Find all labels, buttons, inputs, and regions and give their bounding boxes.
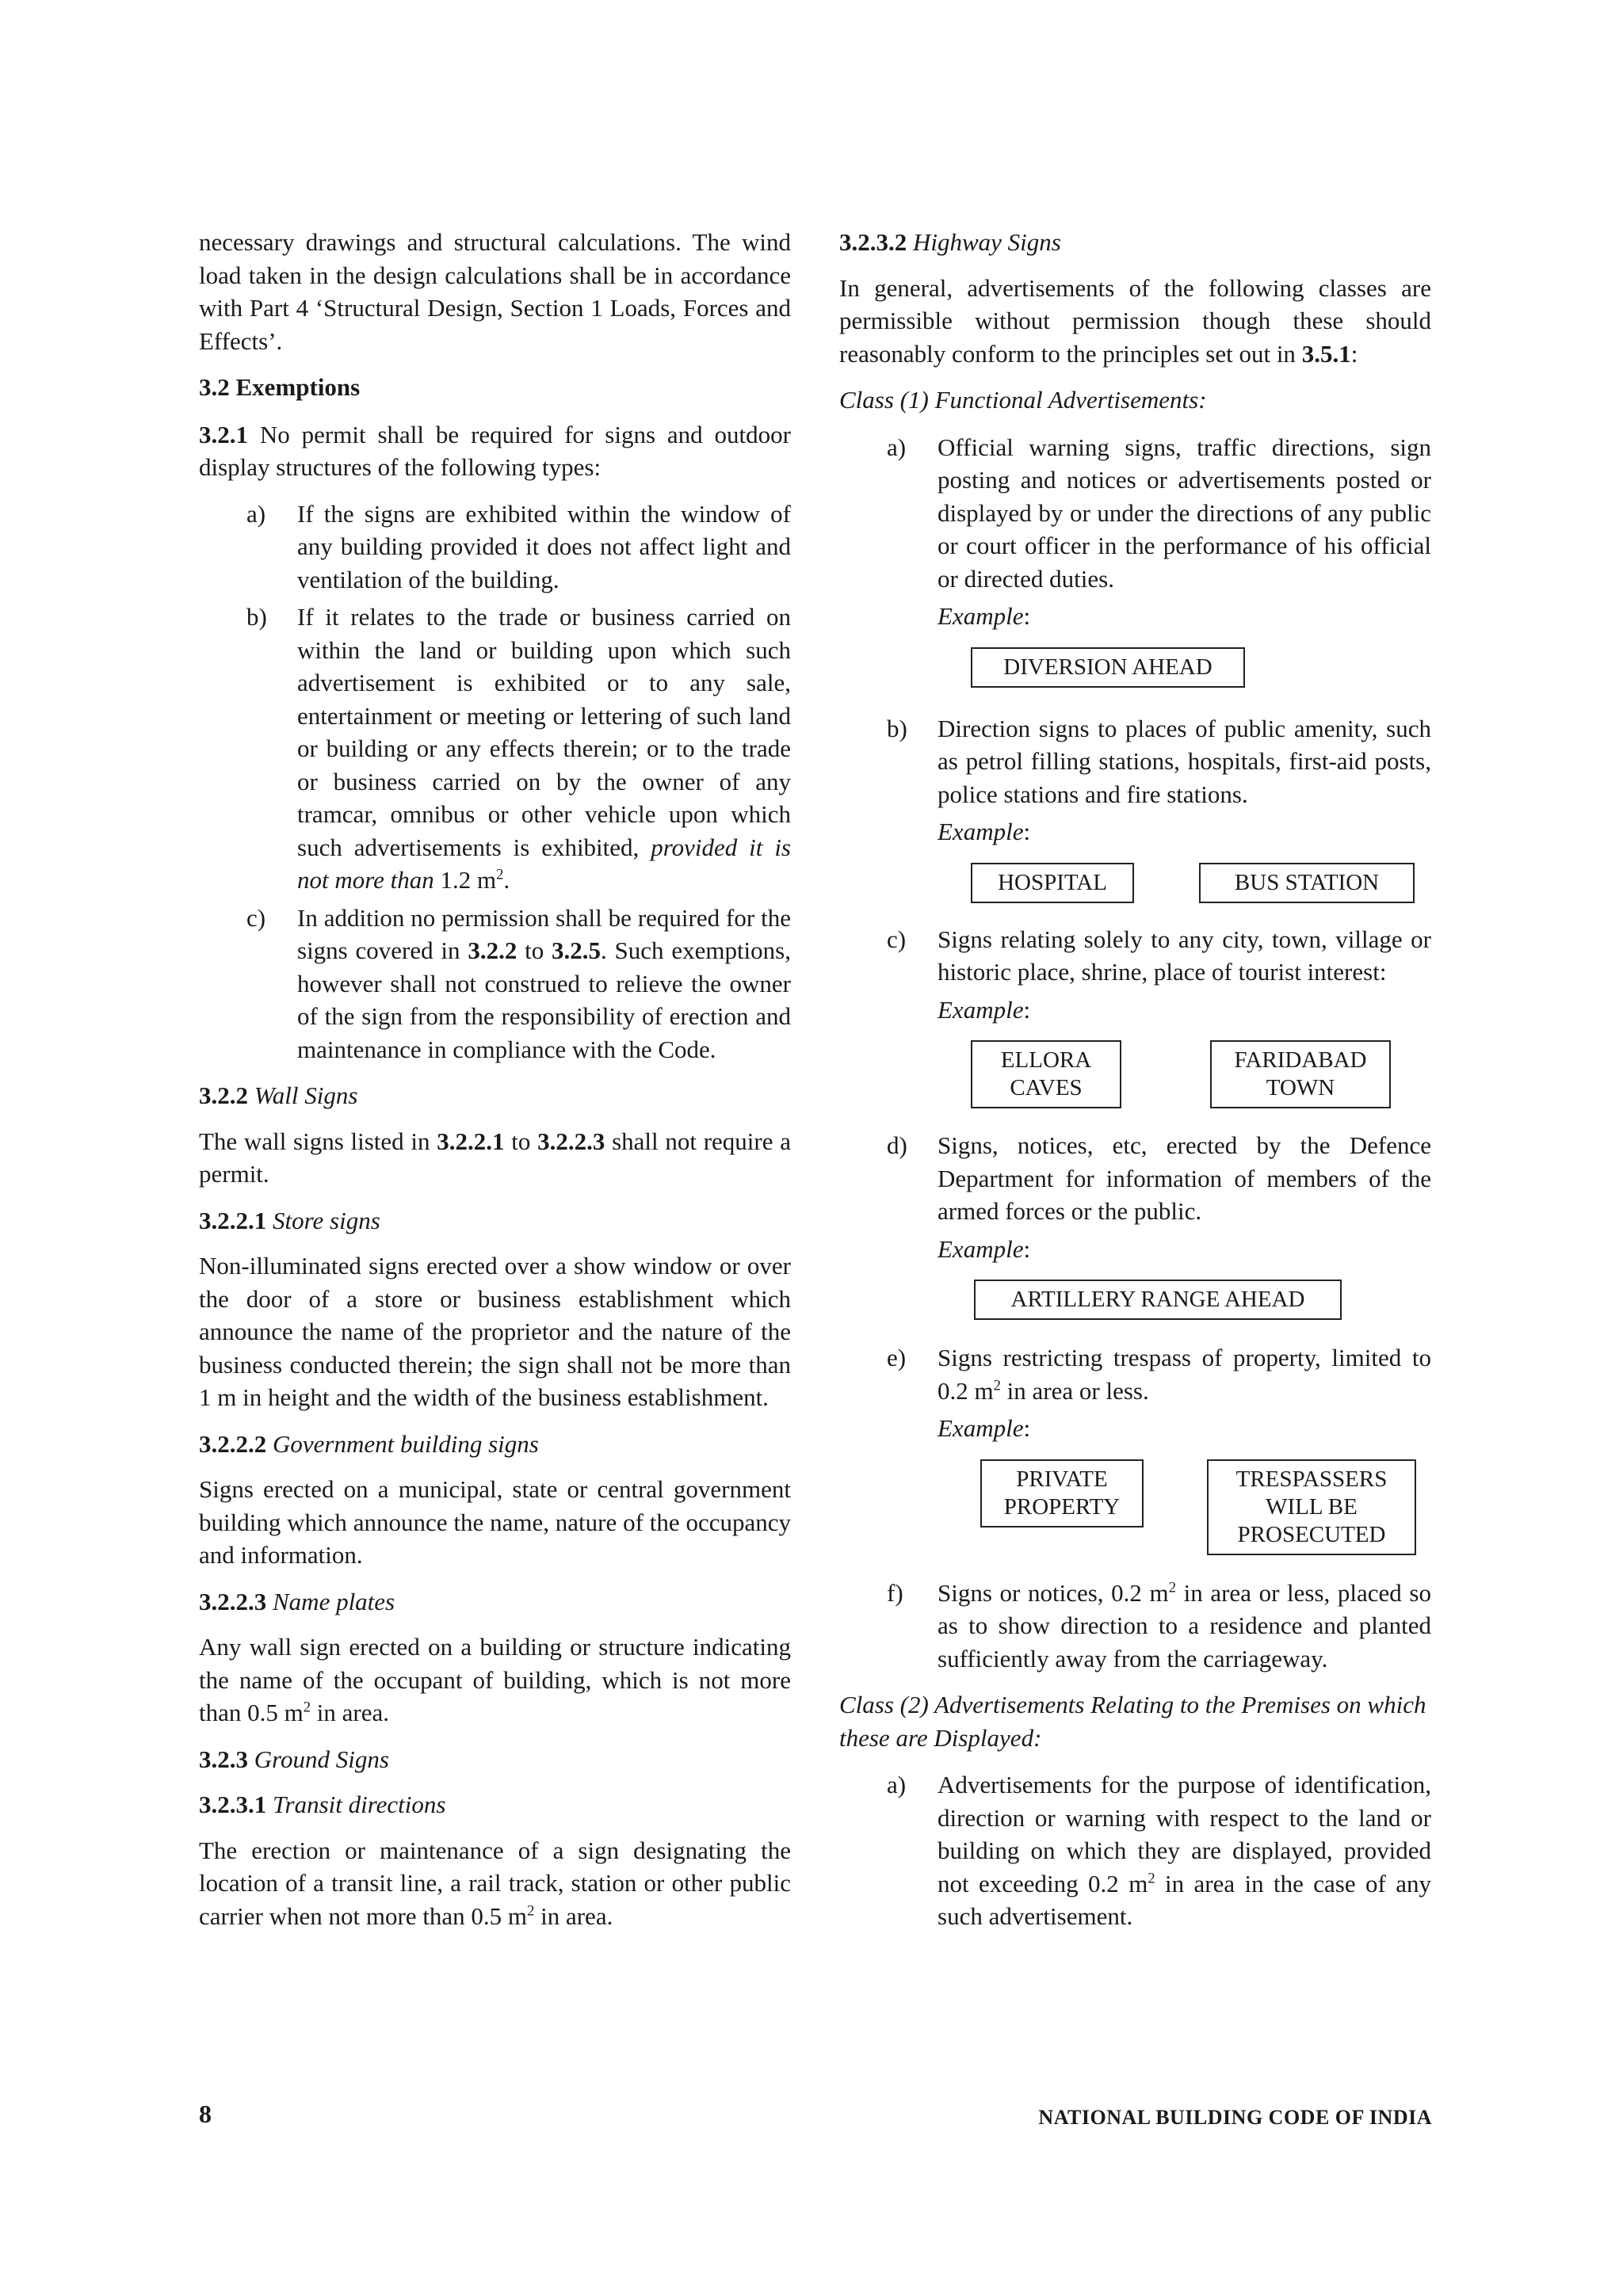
signs-row-a — [839, 647, 1431, 698]
class-1-item-d: d) Signs, notices, etc, erected by the Defence Department for information of members of the armed forces or the public. — [887, 1131, 1431, 1225]
section-3-2-2-2-text: Signs erected on a municipal, state or central government building which announce the name, nature of the occupancy and information. — [199, 1475, 791, 1569]
sign-diversion-ahead: DIVERSION AHEAD — [971, 647, 1245, 688]
sign-faridabad-town: FARIDABAD TOWN — [1210, 1040, 1391, 1108]
intro-paragraph: necessary drawings and structural calculations. The wind load taken in the design calculations shall be in accordance with Part 4 ‘Structural Design, Section 1 Loads, Forces and Effects’. — [199, 228, 791, 355]
example-label: Example: — [938, 602, 1031, 630]
signs-row-c — [839, 1040, 1431, 1115]
section-3-2-title: 3.2 Exemptions — [199, 373, 361, 401]
signs-row-e — [839, 1459, 1431, 1562]
section-3-2-2-text: The wall signs listed in 3.2.2.1 to 3.2.2.3 shall not require a permit. — [199, 1127, 791, 1188]
section-3-2-3-2-title: 3.2.3.2 Highway Signs — [839, 228, 1061, 256]
class-1-item-f: f) Signs or notices, 0.2 $m^2$ in area or less, placed so as to show direction to a residence and planted sufficiently away from the carriageway. — [887, 1578, 1431, 1672]
class-1-heading: Class (1) Functional Advertisements: — [839, 386, 1207, 414]
exemption-item-c: c) In addition no permission shall be required for the signs covered in 3.2.2 to 3.2.5. Such exemptions, however shall not construed to relieve the owner of the sign from the responsibility of erection and maintenance in compliance with the Code. — [246, 903, 791, 1063]
exemption-item-a: a) If the signs are exhibited within the window of any building provided it does not affect light and ventilation of the building. — [246, 499, 791, 593]
class-1-item-e: e) Signs restricting trespass of property, limited to 0.2 $m^2$ in area or less. — [887, 1344, 1431, 1405]
section-3-2-3-1-text: The erection or maintenance of a sign designating the location of a transit line, a rail track, station or other public carrier when not more than 0.5 $m^2$ in area. — [199, 1836, 791, 1930]
class-2-item-a: a) Advertisements for the purpose of identification, direction or warning with respect to the land or building on which they are displayed, provided not exceeding 0.2 $m^2$ in area in the case of any such advertisement. — [887, 1771, 1431, 1930]
example-label: Example: — [938, 1234, 1031, 1263]
section-3-2-2-3-text: Any wall sign erected on a building or structure indicating the name of the occupant of building, which is not more than 0.5 $m^2$ in area. — [199, 1633, 791, 1726]
exemption-item-b: b) If it relates to the trade or business carried on within the land or building upon which such advertisement is exhibited or to any sale, entertainment or meeting or lettering of such land or building or any effects therein; or to the trade or business carried on by the owner of any tramcar, omnibus or other vehicle upon which such advertisements is exhibited, provided it is not more than 1.2 $m^2$. — [246, 603, 791, 894]
section-3-2-3-title: 3.2.3 Ground Signs — [199, 1745, 389, 1773]
class-2-heading: Class (2) Advertisements Relating to the Premises on which these are Displayed: — [839, 1691, 1426, 1752]
section-3-2-3-2-text: In general, advertisements of the following classes are permissible without permission though these should reasonably conform to the principles set out in 3.5.1: — [839, 273, 1431, 368]
section-3-2-2-title: 3.2.2 Wall Signs — [199, 1081, 358, 1109]
sign-hospital: HOSPITAL — [971, 863, 1134, 903]
example-label: Example: — [938, 818, 1031, 845]
signs-row-b — [839, 863, 1431, 909]
section-3-2-2-2-title: 3.2.2.2 Government building signs — [199, 1429, 539, 1458]
section-3-2-2-1-text: Non-illuminated signs erected over a show window or over the door of a store or business establishment which announce the name of the proprietor and the nature of the business conducted therein; the sign shall not be more than 1 m in height and the width of the business establishment. — [199, 1252, 791, 1411]
signs-row-d — [839, 1280, 1431, 1327]
page-footer — [199, 2098, 1432, 2130]
sign-bus-station: BUS STATION — [1199, 863, 1415, 903]
sign-trespassers-prosecuted: TRESPASSERS WILL BE PROSECUTED — [1207, 1459, 1416, 1555]
class-1-item-b: b) Direction signs to places of public amenity, such as petrol filling stations, hospitals, first-aid posts, police stations and fire stations. — [887, 714, 1431, 808]
section-3-2-1: 3.2.1 No permit shall be required for signs and outdoor display structures of the following types: — [199, 420, 791, 481]
class-1-item-a: a) Official warning signs, traffic directions, sign posting and notices or advertisements posted or displayed by or under the directions of any public or court officer in the performance of his official or directed duties. — [887, 433, 1431, 593]
class-1-item-c: c) Signs relating solely to any city, town, village or historic place, shrine, place of tourist interest: — [887, 925, 1431, 986]
page-number: 8 — [199, 2100, 212, 2128]
example-label: Example: — [938, 995, 1031, 1024]
code-title: NATIONAL BUILDING CODE OF INDIA — [1038, 2106, 1432, 2129]
example-label: Example: — [938, 1414, 1031, 1442]
sign-ellora-caves: ELLORA CAVES — [971, 1040, 1121, 1108]
sign-artillery-range-ahead: ARTILLERY RANGE AHEAD — [974, 1280, 1342, 1320]
section-3-2-2-1-title: 3.2.2.1 Store signs — [199, 1206, 380, 1234]
section-3-2-2-3-title: 3.2.2.3 Name plates — [199, 1587, 395, 1615]
sign-private-property: PRIVATE PROPERTY — [980, 1459, 1144, 1527]
right-column — [839, 226, 1431, 1938]
section-3-2-3-1-title: 3.2.3.1 Transit directions — [199, 1791, 446, 1818]
left-column — [199, 226, 791, 1946]
